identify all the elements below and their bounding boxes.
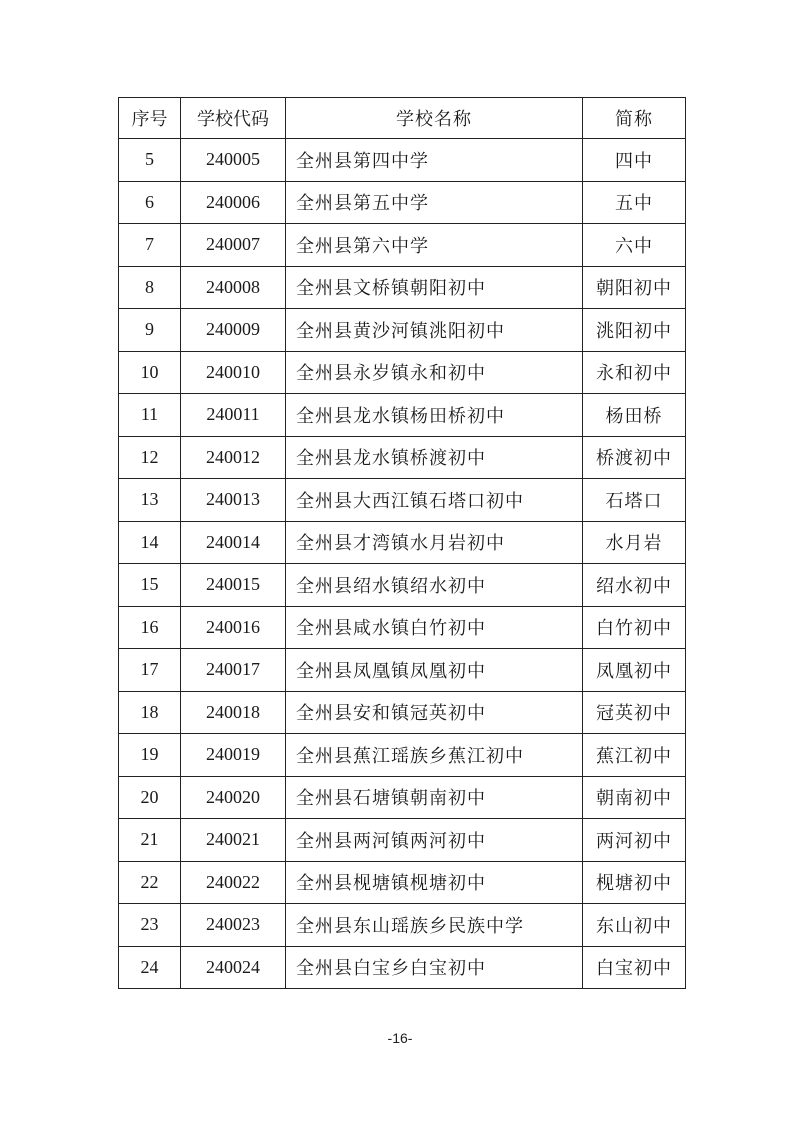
cell-name: 全州县第六中学 bbox=[286, 224, 583, 267]
table-row bbox=[119, 904, 686, 947]
table-body bbox=[119, 139, 686, 989]
cell-name: 全州县东山瑶族乡民族中学 bbox=[286, 904, 583, 947]
cell-code: 240010 bbox=[181, 351, 286, 394]
cell-no: 22 bbox=[119, 861, 181, 904]
cell-short: 蕉江初中 bbox=[583, 734, 686, 777]
cell-no: 5 bbox=[119, 139, 181, 182]
cell-no: 14 bbox=[119, 521, 181, 564]
table-row bbox=[119, 436, 686, 479]
table-row bbox=[119, 606, 686, 649]
cell-name: 全州县咸水镇白竹初中 bbox=[286, 606, 583, 649]
cell-code: 240011 bbox=[181, 394, 286, 437]
table-row bbox=[119, 351, 686, 394]
cell-code: 240023 bbox=[181, 904, 286, 947]
cell-code: 240008 bbox=[181, 266, 286, 309]
cell-short: 冠英初中 bbox=[583, 691, 686, 734]
table-row bbox=[119, 479, 686, 522]
cell-short: 杨田桥 bbox=[583, 394, 686, 437]
header-short: 简称 bbox=[583, 98, 686, 139]
cell-short: 洮阳初中 bbox=[583, 309, 686, 352]
cell-no: 16 bbox=[119, 606, 181, 649]
cell-no: 8 bbox=[119, 266, 181, 309]
table-header-row bbox=[119, 98, 686, 139]
page-number: -16- bbox=[387, 1030, 413, 1046]
school-table bbox=[118, 97, 686, 989]
cell-name: 全州县绍水镇绍水初中 bbox=[286, 564, 583, 607]
cell-short: 绍水初中 bbox=[583, 564, 686, 607]
table-row bbox=[119, 734, 686, 777]
cell-code: 240009 bbox=[181, 309, 286, 352]
cell-name: 全州县枧塘镇枧塘初中 bbox=[286, 861, 583, 904]
cell-short: 四中 bbox=[583, 139, 686, 182]
cell-name: 全州县石塘镇朝南初中 bbox=[286, 776, 583, 819]
table-row bbox=[119, 691, 686, 734]
cell-name: 全州县安和镇冠英初中 bbox=[286, 691, 583, 734]
cell-name: 全州县永岁镇永和初中 bbox=[286, 351, 583, 394]
cell-short: 白宝初中 bbox=[583, 946, 686, 989]
cell-no: 10 bbox=[119, 351, 181, 394]
table-row bbox=[119, 394, 686, 437]
cell-code: 240020 bbox=[181, 776, 286, 819]
cell-no: 23 bbox=[119, 904, 181, 947]
table-row bbox=[119, 649, 686, 692]
cell-no: 24 bbox=[119, 946, 181, 989]
table-row bbox=[119, 861, 686, 904]
cell-short: 桥渡初中 bbox=[583, 436, 686, 479]
table-row bbox=[119, 224, 686, 267]
cell-no: 17 bbox=[119, 649, 181, 692]
cell-name: 全州县龙水镇桥渡初中 bbox=[286, 436, 583, 479]
cell-no: 20 bbox=[119, 776, 181, 819]
table-row bbox=[119, 776, 686, 819]
cell-no: 11 bbox=[119, 394, 181, 437]
cell-short: 六中 bbox=[583, 224, 686, 267]
cell-code: 240024 bbox=[181, 946, 286, 989]
cell-no: 7 bbox=[119, 224, 181, 267]
header-name: 学校名称 bbox=[286, 98, 583, 139]
cell-short: 朝阳初中 bbox=[583, 266, 686, 309]
cell-no: 13 bbox=[119, 479, 181, 522]
table-row bbox=[119, 309, 686, 352]
cell-code: 240015 bbox=[181, 564, 286, 607]
cell-code: 240022 bbox=[181, 861, 286, 904]
cell-name: 全州县第五中学 bbox=[286, 181, 583, 224]
header-no: 序号 bbox=[119, 98, 181, 139]
cell-name: 全州县文桥镇朝阳初中 bbox=[286, 266, 583, 309]
cell-short: 凤凰初中 bbox=[583, 649, 686, 692]
cell-name: 全州县白宝乡白宝初中 bbox=[286, 946, 583, 989]
cell-name: 全州县大西江镇石塔口初中 bbox=[286, 479, 583, 522]
table-row bbox=[119, 181, 686, 224]
cell-no: 18 bbox=[119, 691, 181, 734]
cell-name: 全州县蕉江瑶族乡蕉江初中 bbox=[286, 734, 583, 777]
cell-code: 240014 bbox=[181, 521, 286, 564]
cell-no: 19 bbox=[119, 734, 181, 777]
cell-no: 12 bbox=[119, 436, 181, 479]
cell-code: 240019 bbox=[181, 734, 286, 777]
cell-code: 240007 bbox=[181, 224, 286, 267]
table-row bbox=[119, 266, 686, 309]
table-row bbox=[119, 139, 686, 182]
cell-code: 240021 bbox=[181, 819, 286, 862]
table-row bbox=[119, 521, 686, 564]
cell-code: 240006 bbox=[181, 181, 286, 224]
table-row bbox=[119, 819, 686, 862]
cell-short: 东山初中 bbox=[583, 904, 686, 947]
cell-short: 水月岩 bbox=[583, 521, 686, 564]
cell-short: 两河初中 bbox=[583, 819, 686, 862]
cell-name: 全州县第四中学 bbox=[286, 139, 583, 182]
cell-no: 6 bbox=[119, 181, 181, 224]
cell-short: 五中 bbox=[583, 181, 686, 224]
cell-name: 全州县两河镇两河初中 bbox=[286, 819, 583, 862]
cell-name: 全州县凤凰镇凤凰初中 bbox=[286, 649, 583, 692]
cell-no: 9 bbox=[119, 309, 181, 352]
cell-code: 240013 bbox=[181, 479, 286, 522]
table-row bbox=[119, 946, 686, 989]
cell-name: 全州县龙水镇杨田桥初中 bbox=[286, 394, 583, 437]
table-row bbox=[119, 564, 686, 607]
cell-code: 240016 bbox=[181, 606, 286, 649]
cell-name: 全州县才湾镇水月岩初中 bbox=[286, 521, 583, 564]
cell-short: 枧塘初中 bbox=[583, 861, 686, 904]
cell-no: 21 bbox=[119, 819, 181, 862]
cell-short: 白竹初中 bbox=[583, 606, 686, 649]
cell-code: 240018 bbox=[181, 691, 286, 734]
cell-code: 240017 bbox=[181, 649, 286, 692]
cell-short: 永和初中 bbox=[583, 351, 686, 394]
cell-code: 240005 bbox=[181, 139, 286, 182]
header-code: 学校代码 bbox=[181, 98, 286, 139]
cell-short: 朝南初中 bbox=[583, 776, 686, 819]
cell-code: 240012 bbox=[181, 436, 286, 479]
cell-no: 15 bbox=[119, 564, 181, 607]
cell-name: 全州县黄沙河镇洮阳初中 bbox=[286, 309, 583, 352]
cell-short: 石塔口 bbox=[583, 479, 686, 522]
